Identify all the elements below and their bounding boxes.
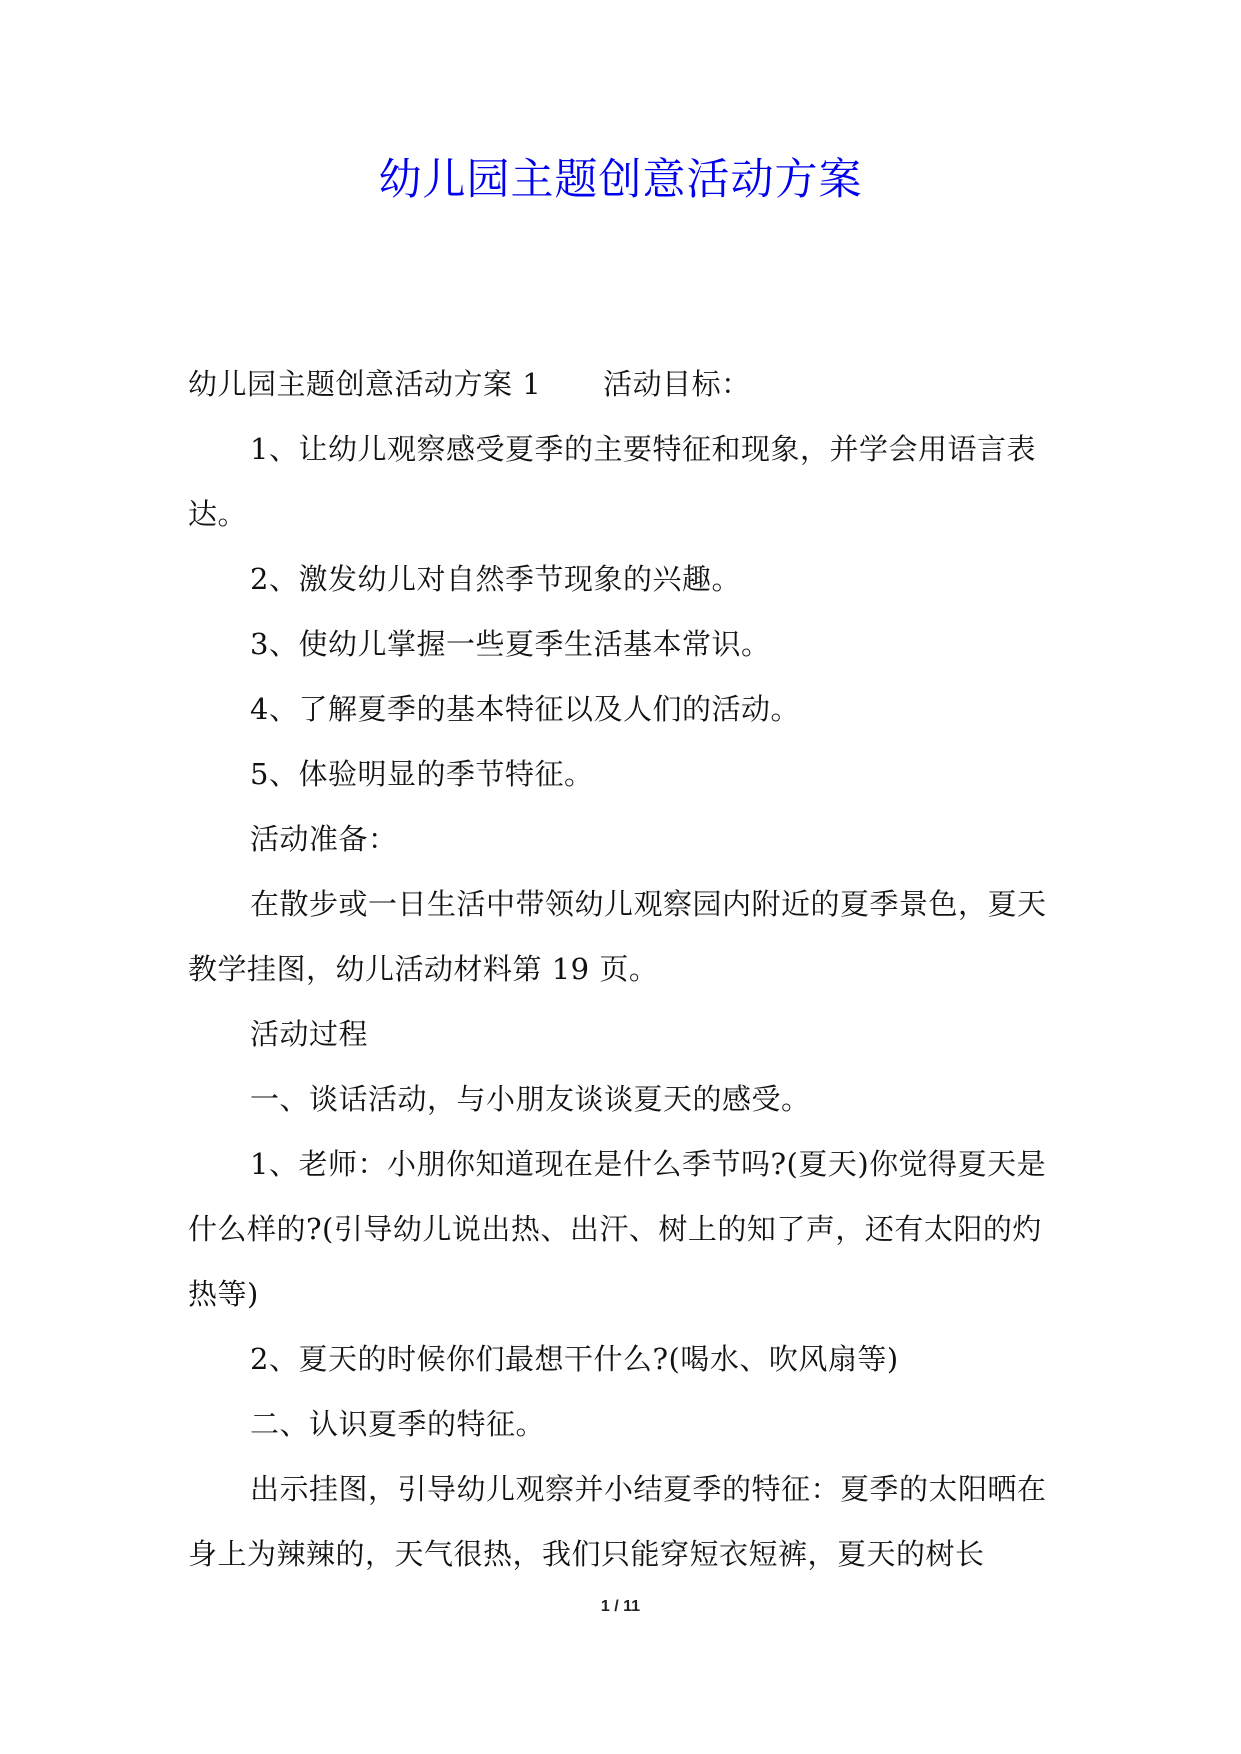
section-heading: 活动准备： (250, 822, 398, 856)
paragraph: 二、认识夏季的特征。 (250, 1407, 546, 1441)
document-title: 幼儿园主题创意活动方案 (378, 155, 863, 205)
intro-line (188, 352, 1054, 417)
document-body (188, 352, 1054, 1587)
goal-label: 活动目标： (603, 367, 751, 401)
paragraph: 2、激发幼儿对自然季节现象的兴趣。 (250, 562, 741, 596)
paragraph: 5、体验明显的季节特征。 (250, 757, 594, 791)
paragraph: 出示挂图，引导幼儿观察并小结夏季的特征：夏季的太阳晒在身上为辣辣的，天气很热，我们只能穿短衣短裤，夏天的树长 (188, 1472, 1047, 1571)
paragraph: 2、夏天的时候你们最想干什么?(喝水、吹风扇等) (250, 1342, 899, 1376)
paragraph: 1、老师：小朋你知道现在是什么季节吗?(夏天)你觉得夏天是什么样的?(引导幼儿说出热、出汗、树上的知了声，还有太阳的灼热等) (188, 1147, 1047, 1311)
paragraph: 在散步或一日生活中带领幼儿观察园内附近的夏季景色，夏天教学挂图，幼儿活动材料第 19 页。 (188, 887, 1047, 986)
paragraph: 3、使幼儿掌握一些夏季生活基本常识。 (250, 627, 771, 661)
section-heading: 活动过程 (250, 1017, 369, 1051)
paragraph: 1、让幼儿观察感受夏季的主要特征和现象，并学会用语言表达。 (188, 432, 1036, 531)
paragraph: 4、了解夏季的基本特征以及人们的活动。 (250, 692, 800, 726)
paragraph: 一、谈话活动，与小朋友谈谈夏天的感受。 (250, 1082, 811, 1116)
page-number: 1 / 11 (600, 1598, 641, 1615)
intro-heading: 幼儿园主题创意活动方案 1 (188, 367, 542, 401)
